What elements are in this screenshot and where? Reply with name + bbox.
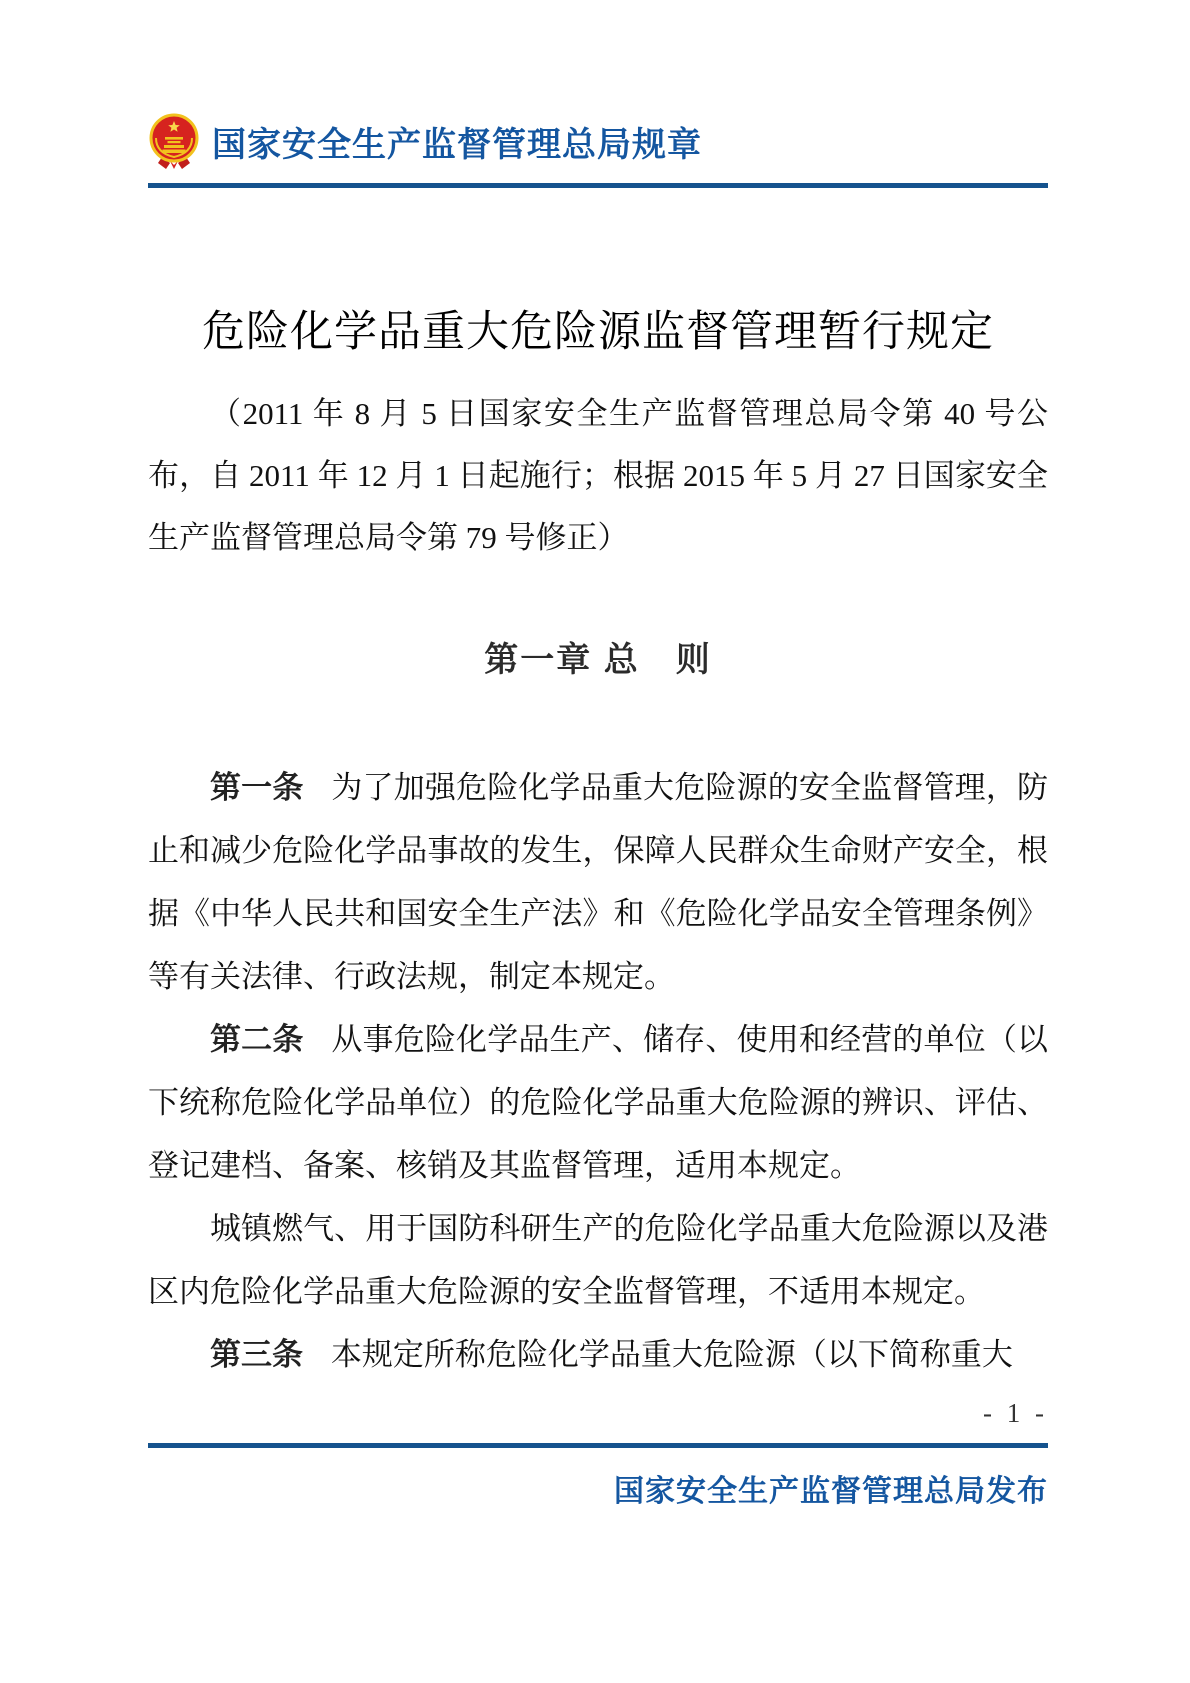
article-3-text: 本规定所称危险化学品重大危险源（以下简称重大 xyxy=(330,1337,1013,1372)
header-rule xyxy=(148,183,1048,188)
article-2-continuation-text: 城镇燃气、用于国防科研生产的危险化学品重大危险源以及港区内危险化学品重大危险源的安全监督管理，不适用本规定。 xyxy=(148,1211,1048,1309)
article-2-continuation-paragraph xyxy=(148,1197,1048,1323)
article-2-text: 从事危险化学品生产、储存、使用和经营的单位（以下统称危险化学品单位）的危险化学品重大危险源的辨识、评估、登记建档、备案、核销及其监督管理，适用本规定。 xyxy=(148,1022,1049,1183)
national-emblem-icon xyxy=(148,113,200,169)
article-body xyxy=(148,756,1048,1386)
page-number: - 1 - xyxy=(983,1398,1048,1428)
promulgation-note: （2011 年 8 月 5 日国家安全生产监督管理总局令第 40 号公布，自 2011 年 12 月 1 日起施行；根据 2015 年 5 月 27 日国家安全生产监督管理总局令第 79 号修正） xyxy=(148,396,1048,555)
footer-rule xyxy=(148,1443,1048,1448)
chapter-heading: 第一章 总 则 xyxy=(484,641,712,679)
article-3-paragraph xyxy=(148,1323,1048,1386)
article-1-paragraph xyxy=(148,756,1048,1008)
document-title: 危险化学品重大危险源监督管理暂行规定 xyxy=(202,309,994,356)
header-agency-label: 国家安全生产监督管理总局规章 xyxy=(212,126,702,164)
article-3-label: 第三条 xyxy=(210,1337,303,1372)
page-header xyxy=(148,110,1048,172)
article-2-label: 第二条 xyxy=(210,1022,304,1057)
footer-publisher-label: 国家安全生产监督管理总局发布 xyxy=(614,1475,1048,1508)
article-2-paragraph xyxy=(148,1008,1048,1197)
article-1-label: 第一条 xyxy=(210,770,304,805)
article-1-text: 为了加强危险化学品重大危险源的安全监督管理，防止和减少危险化学品事故的发生，保障人民群众生命财产安全，根据《中华人民共和国安全生产法》和《危险化学品安全管理条例》等有关法律、行政法规，制定本规定。 xyxy=(148,770,1049,994)
